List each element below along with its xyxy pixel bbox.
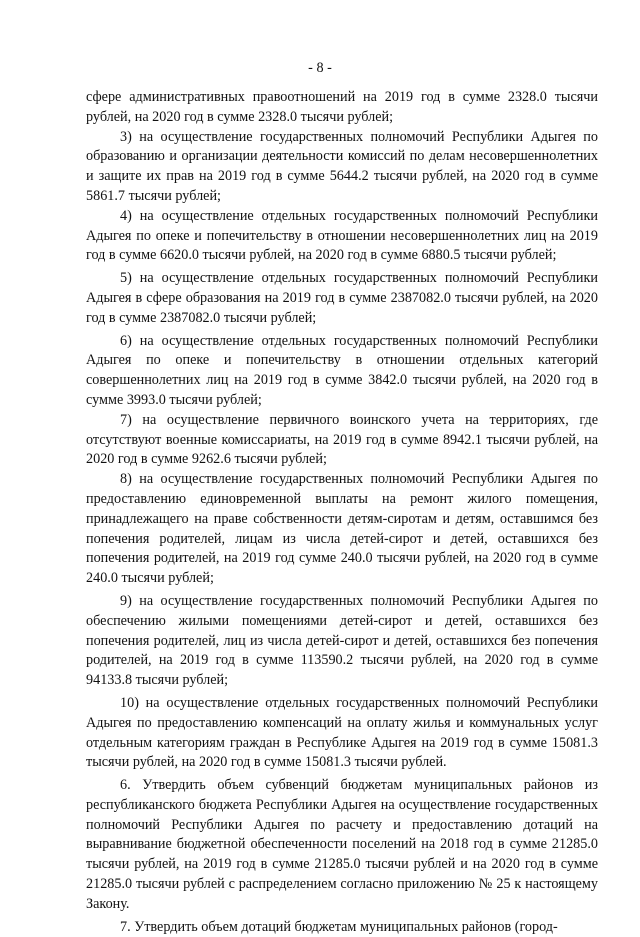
paragraph-item-4: 4) на осуществление отдельных государственных полномочий Республики Адыгея по опеке и попечительству в отношении несовершеннолетних лиц на 2019 год в сумме 6620.0 тысячи рублей, на 2020 год в сумме 6880.5 тысячи рублей; (86, 207, 598, 264)
paragraph-item-8: 8) на осуществление государственных полномочий Республики Адыгея по предоставлению единовременной выплаты на ремонт жилого помещения, принадлежащего на праве собственности детям-сиротам и детям, оставшимся без попечения родителей, лицам из числа детей-сирот и детей, оставшихся без попечения родителей, на 2019 год сумме 240.0 тысячи рублей, на 2020 год в сумме 240.0 тысячи рублей; (86, 471, 598, 587)
paragraph-item-5: 5) на осуществление отдельных государственных полномочий Республики Адыгея в сфере образования на 2019 год в сумме 2387082.0 тысячи рублей, на 2020 год в сумме 2387082.0 тысячи рублей; (86, 270, 598, 326)
paragraph-item-7: 7) на осуществление первичного воинского учета на территориях, где отсутствуют военные комиссариаты, на 2019 год в сумме 8942.1 тысячи рублей, на 2020 год в сумме 9262.6 тысячи рублей; (86, 411, 598, 468)
paragraph-item-3: 3) на осуществление государственных полномочий Республики Адыгея по образованию и организации деятельности комиссий по делам несовершеннолетних и защите их прав на 2019 год в сумме 5644.2 тысячи рублей, на 2020 год в сумме 5861.7 тысячи рублей; (86, 128, 598, 204)
document-body (86, 88, 598, 937)
paragraph-item-6: 6) на осуществление отдельных государственных полномочий Республики Адыгея по опеке и попечительству в отношении отдельных категорий совершеннолетних лиц на 2019 год в сумме 3842.0 тысячи рублей, на 2020 год в сумме 3993.0 тысячи рублей; (86, 332, 598, 408)
paragraph-item-9: 9) на осуществление государственных полномочий Республики Адыгея по обеспечению жилыми помещениями детей-сирот и детей, оставшихся без попечения родителей, лиц из числа детей-сирот и детей, оставшихся без попечения родителей, на 2019 год в сумме 113590.2 тысячи рублей, на 2020 год в сумме 94133.8 тысячи рублей; (86, 592, 598, 689)
paragraph-clause-6: 6. Утвердить объем субвенций бюджетам муниципальных районов из республиканского бюджета Республики Адыгея на осуществление государственных полномочий Республики Адыгея по расчету и предоставлению дотаций на выравнивание бюджетной обеспеченности поселений на 2018 год в сумме 21285.0 тысячи рублей, на 2019 год в сумме 21285.0 тысячи рублей и на 2020 год в сумме 21285.0 тысячи рублей с распределением согласно приложению № 25 к настоящему Закону. (86, 777, 598, 912)
paragraph-clause-7: 7. Утвердить объем дотаций бюджетам муниципальных районов (город- (120, 918, 558, 935)
paragraph-item-10: 10) на осуществление отдельных государственных полномочий Республики Адыгея по предоставлению компенсаций на оплату жилья и коммунальных услуг отдельным категориям граждан в Республике Адыгея на 2019 год в сумме 15081.3 тысячи рублей, на 2020 год в сумме 15081.3 тысячи рублей. (86, 694, 598, 771)
paragraph-continuation: сфере административных правоотношений на 2019 год в сумме 2328.0 тысячи рублей, на 2020 год в сумме 2328.0 тысячи рублей; (86, 89, 598, 125)
page-number: - 8 - (308, 60, 332, 76)
